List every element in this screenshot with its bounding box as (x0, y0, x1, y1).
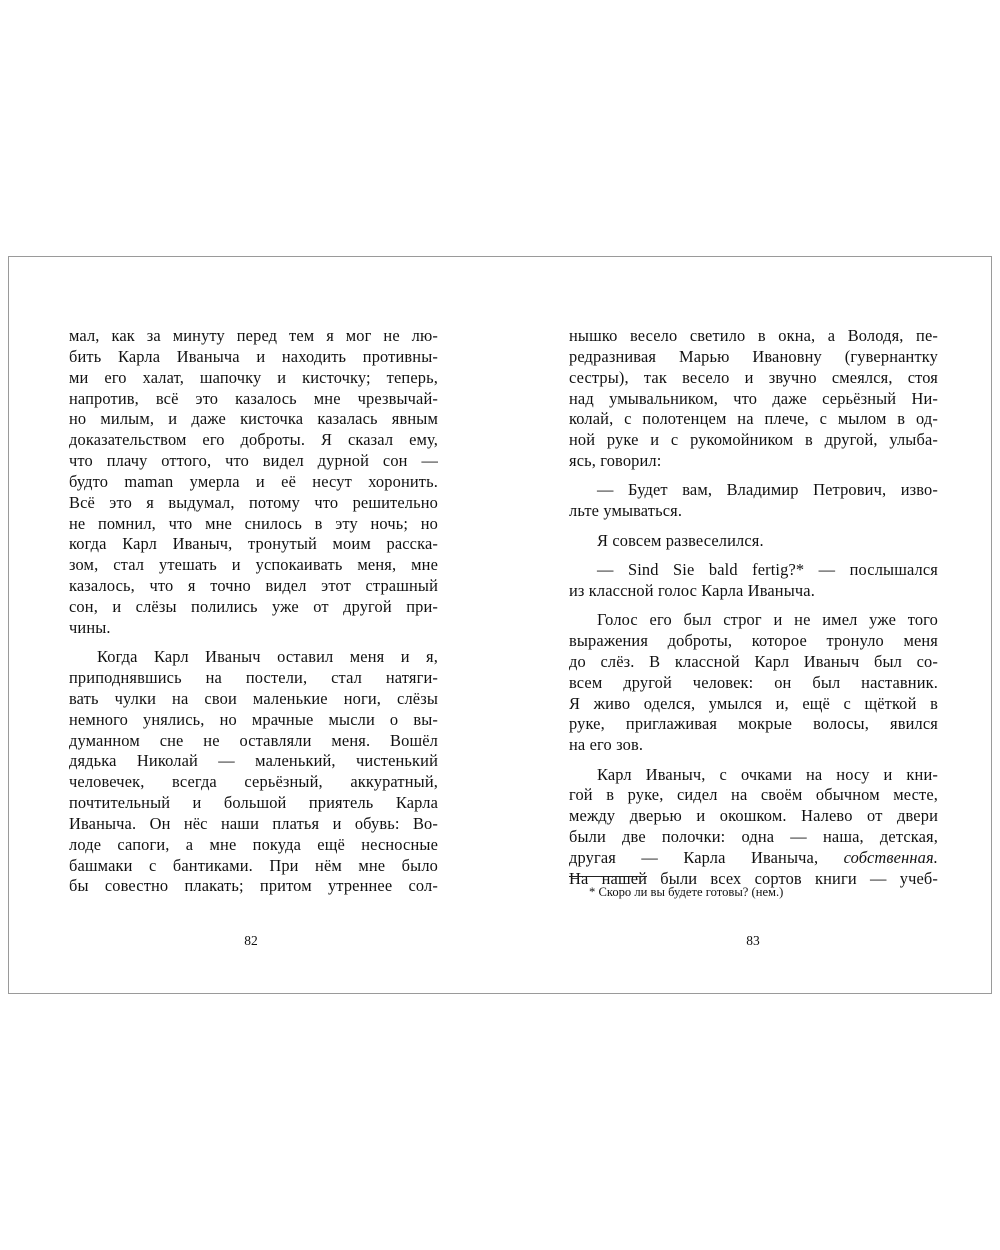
text-line: нышко весело светило в окна, а Володя, пе- (569, 326, 938, 345)
text-line: до слёз. В классной Карл Иваныч был со- (569, 651, 938, 671)
text-line: что плачу оттого, что видел дурной сон — (69, 451, 438, 471)
text-line: но милым, и даже кисточка казалась явным (69, 409, 438, 429)
text-line: ной руке и с рукомойником в другой, улыба- (569, 430, 938, 450)
left-page-text (69, 326, 438, 897)
paragraph-first-line: Карл Иваныч, с очками на носу и кни- (597, 764, 938, 784)
text-line: зом, стал утешать и успокаивать меня, мне (69, 555, 438, 575)
text-line: Я живо оделся, умылся и, ещё с щёткой в (569, 693, 938, 713)
left-page (69, 257, 438, 993)
text-line: ясь, говорил: (569, 451, 662, 471)
paragraph-first-line: — Будет вам, Владимир Петрович, изво- (597, 480, 938, 500)
text-line: будто maman умерла и её несут хоронить. (69, 471, 438, 491)
right-page-text (569, 326, 938, 890)
text-line: сестры), так весело и звучно смеялся, стоя (569, 367, 938, 387)
footnote-rule (569, 876, 647, 877)
text-line (569, 848, 938, 869)
text-line: бы совестно плакать; притом утреннее сол- (69, 876, 438, 896)
text-line: колай, с полотенцем на плече, с мылом в од- (569, 409, 938, 429)
text-line: сон, и слёзы полились уже от другой при- (69, 596, 438, 616)
text-line: между дверью и окошком. Налево от двери (569, 806, 938, 826)
paragraph-first-line: Голос его был строг и не имел уже того (597, 610, 938, 630)
text-line: бить Карла Иваныча и находить противны- (69, 346, 438, 366)
text-line: всем другой человек: он был наставник. (569, 672, 938, 692)
text-line: человечек, всегда серьёзный, аккуратный, (69, 772, 438, 792)
text-line: руке, приглаживая мокрые волосы, явился (569, 714, 938, 734)
page-number: 83 (746, 933, 760, 948)
paragraph-first-line: — Sind Sie bald fertig?* — послышался (597, 559, 938, 579)
book-spread (8, 256, 992, 994)
text-line: Иваныча. Он нёс наши платья и обувь: Во- (69, 813, 438, 833)
text-line: думанном сне не оставляли меня. Вошёл (69, 730, 438, 750)
italic-word: собственная. (843, 847, 938, 867)
text-line: напротив, всё это казалось мне чрезвычай- (69, 388, 438, 408)
text-line: чины. (69, 617, 111, 637)
text-line: льте умываться. (569, 501, 683, 521)
right-page (569, 257, 938, 993)
text-line: почтительный и большой приятель Карла (69, 793, 438, 813)
text-line: мал, как за минуту перед тем я мог не лю- (69, 326, 438, 345)
text-line: над умывальником, что даже серьёзный Ни- (569, 388, 938, 408)
text-line: выражения доброты, которое тронуло меня (569, 630, 938, 650)
text-line: казалось, что я точно видел этот страшный (69, 576, 438, 596)
text-line: гой в руке, сидел на своём обычном месте, (569, 785, 938, 805)
text-line: немного унялись, но мрачные мысли о вы- (69, 709, 438, 729)
paragraph-first-line: Я совсем развеселился. (597, 530, 764, 550)
text-line: редразнивая Марью Ивановну (гувернантку (569, 346, 938, 366)
text-line: На нашей были всех сортов книги — учеб- (569, 868, 938, 888)
footnote: * Скоро ли вы будете готовы? (нем.) (589, 885, 784, 899)
text-line: лоде сапоги, а мне покуда ещё несносные (69, 834, 438, 854)
text-line: ми его халат, шапочку и кисточку; теперь, (69, 367, 438, 387)
text-line: вать чулки на свои маленькие ноги, слёзы (69, 688, 438, 708)
text-line: доказательством его доброты. Я сказал ему, (69, 430, 438, 450)
text-line: дядька Николай — маленький, чистенький (69, 751, 438, 771)
text-line: приподнявшись на постели, стал натяги- (69, 668, 438, 687)
text-fragment: другая — Карла Иваныча, (569, 847, 844, 867)
text-line: из классной голос Карла Иваныча. (569, 580, 815, 600)
text-line: башмаки с бантиками. При нём мне было (69, 855, 438, 875)
text-line: на его зов. (569, 735, 644, 755)
page-number: 82 (244, 933, 258, 948)
text-line: не помнил, что мне снилось в эту ночь; но (69, 513, 438, 533)
text-line: были две полочки: одна — наша, детская, (569, 827, 938, 847)
text-line: Всё это я выдумал, потому что решительно (69, 492, 438, 512)
paragraph-first-line: Когда Карл Иваныч оставил меня и я, (97, 647, 438, 667)
text-line: когда Карл Иваныч, тронутый моим расска- (69, 534, 438, 554)
